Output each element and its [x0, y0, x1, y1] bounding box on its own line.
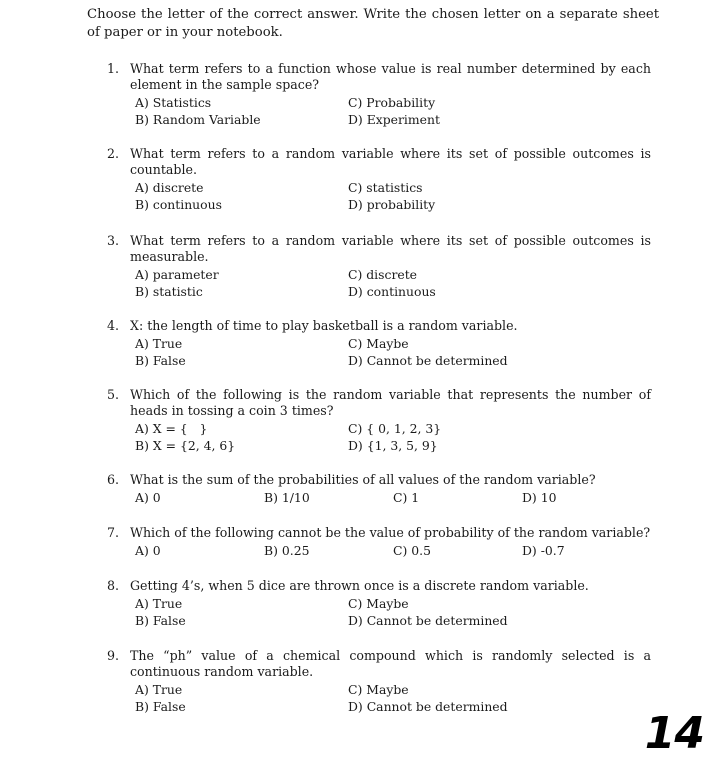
option-c: C) { 0, 1, 2, 3}	[348, 421, 442, 436]
question-1	[107, 61, 651, 128]
question-4	[107, 318, 651, 369]
question-number: 8.	[107, 578, 120, 593]
option-c: C) statistics	[348, 180, 423, 195]
option-c: C) 0.5	[393, 543, 431, 558]
option-a: A) discrete	[135, 180, 204, 195]
option-a: A) 0	[135, 543, 161, 558]
option-a: A) True	[135, 596, 183, 611]
option-d: D) -0.7	[522, 543, 565, 558]
question-number: 5.	[107, 387, 120, 402]
option-d: D) {1, 3, 5, 9}	[348, 437, 438, 453]
option-b: B) 1/10	[264, 490, 310, 505]
option-c: C) Probability	[348, 95, 436, 110]
question-number: 3.	[107, 233, 120, 248]
option-b: B) continuous	[135, 196, 222, 212]
question-text: X: the length of time to play basketball is a random variable.	[130, 318, 518, 333]
instructions: Choose the letter of the correct answer. Write the chosen letter on a separate sheet of paper or in your notebook.	[87, 7, 659, 40]
option-c: C) Maybe	[348, 682, 409, 697]
option-c: C) discrete	[348, 267, 418, 282]
question-9	[107, 648, 651, 715]
options	[135, 543, 651, 560]
question-text: What is the sum of the probabilities of all values of the random variable?	[130, 472, 596, 487]
options	[135, 421, 651, 454]
question-7	[107, 525, 651, 560]
question-number: 4.	[107, 318, 120, 333]
question-3	[107, 233, 651, 300]
option-a: A) 0	[135, 490, 161, 505]
option-b: B) False	[135, 698, 186, 714]
options	[135, 596, 651, 629]
options	[135, 490, 651, 507]
option-a: A) X = { }	[135, 421, 208, 436]
option-b: B) X = {2, 4, 6}	[135, 437, 236, 453]
question-number: 7.	[107, 525, 120, 540]
option-c: C) 1	[393, 490, 420, 505]
option-d: D) Cannot be determined	[348, 352, 508, 368]
question-5	[107, 387, 651, 454]
question-number: 1.	[107, 61, 120, 76]
question-text: What term refers to a random variable where its set of possible outcomes is measurable.	[130, 233, 651, 264]
question-8	[107, 578, 651, 629]
option-d: D) Cannot be determined	[348, 612, 508, 628]
option-d: D) probability	[348, 196, 436, 212]
question-text: What term refers to a random variable where its set of possible outcomes is countable.	[130, 146, 651, 177]
question-number: 9.	[107, 648, 120, 663]
question-6	[107, 472, 651, 507]
question-number: 6.	[107, 472, 120, 487]
options	[135, 267, 651, 300]
page-number: 14	[644, 708, 704, 759]
option-a: A) parameter	[135, 267, 219, 282]
option-a: A) True	[135, 336, 183, 351]
option-b: B) False	[135, 352, 186, 368]
option-c: C) Maybe	[348, 336, 409, 351]
option-d: D) 10	[522, 490, 557, 505]
option-d: D) Cannot be determined	[348, 698, 508, 714]
question-2	[107, 146, 651, 213]
option-b: B) 0.25	[264, 543, 310, 558]
option-c: C) Maybe	[348, 596, 409, 611]
option-b: B) Random Variable	[135, 111, 261, 127]
option-d: D) continuous	[348, 283, 436, 299]
option-a: A) Statistics	[135, 95, 212, 110]
option-a: A) True	[135, 682, 183, 697]
question-text: Which of the following cannot be the value of probability of the random variable?	[130, 525, 651, 540]
question-text: The “ph” value of a chemical compound which is randomly selected is a continuous random variable.	[130, 648, 651, 679]
question-text: Which of the following is the random variable that represents the number of heads in tossing a coin 3 times?	[130, 387, 651, 418]
option-b: B) False	[135, 612, 186, 628]
question-text: What term refers to a function whose value is real number determined by each element in the sample space?	[130, 61, 651, 92]
options	[135, 336, 651, 369]
option-d: D) Experiment	[348, 111, 440, 127]
question-number: 2.	[107, 146, 120, 161]
options	[135, 180, 651, 213]
option-b: B) statistic	[135, 283, 203, 299]
options	[135, 95, 651, 128]
options	[135, 682, 651, 715]
question-text: Getting 4’s, when 5 dice are thrown once is a discrete random variable.	[130, 578, 589, 593]
